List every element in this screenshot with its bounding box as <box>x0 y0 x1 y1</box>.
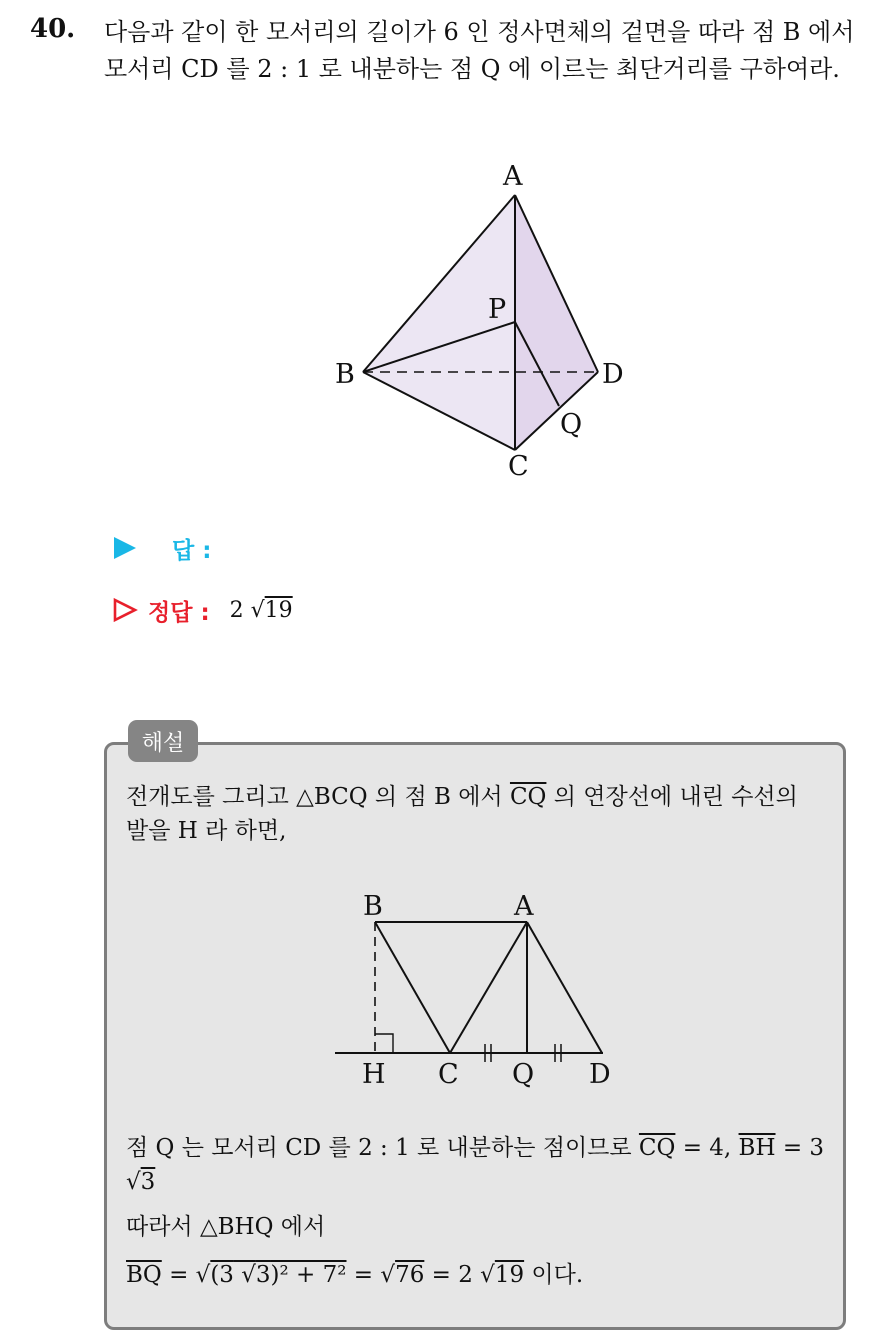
net-label-h: H <box>362 1059 386 1090</box>
net-label-c: C <box>438 1059 459 1090</box>
question-text: 다음과 같이 한 모서리의 길이가 6 인 정사면체의 겉면을 따라 점 B 에서 모서리 CD 를 2 : 1 로 내분하는 점 Q 에 이르는 최단거리를 구하여라. <box>104 18 855 83</box>
segment-cq: $\overline{CQ}$ <box>509 784 547 810</box>
net-label-b: B <box>363 891 383 922</box>
solution-tag: 해설 <box>128 720 198 762</box>
net-label-q: Q <box>512 1059 535 1090</box>
segment-ca <box>450 922 527 1053</box>
label-p: P <box>488 294 507 325</box>
solution-paragraph-4: $\overline{BQ} = √(3$ √3)² + 7² = √76 = 2 √19 이다. <box>126 1262 584 1288</box>
label-b: B <box>335 359 355 390</box>
segment-cq-2: $\overline{CQ}$ <box>638 1135 676 1161</box>
solution-paragraph-1: 전개도를 그리고 △BCQ 의 점 B 에서 $\overline{CQ}$ 의 연장선에 내린 수선의 발을 H 라 하면, <box>126 784 798 844</box>
right-angle-mark <box>375 1034 393 1053</box>
question-number: 40. <box>30 14 76 44</box>
answer-label: 답 : <box>172 537 212 564</box>
solution-paragraph-3: 따라서 △BHQ 에서 <box>126 1214 326 1240</box>
net-label-d: D <box>589 1059 611 1090</box>
label-c: C <box>508 451 529 482</box>
solution-paragraph-2: 점 Q 는 모서리 CD 를 2 : 1 로 내분하는 점이므로 $\overline{CQ} = 4$, $\overline{BH} = 3$ √3 <box>126 1135 825 1195</box>
correct-answer-label: 정답 : <box>148 599 210 626</box>
segment-bq: $\overline{BQ}$ <box>126 1262 162 1288</box>
correct-answer-value: 2 √19 <box>229 597 293 623</box>
label-a: A <box>503 161 523 192</box>
segment-bh: $\overline{BH}$ <box>738 1135 776 1161</box>
label-q: Q <box>560 409 583 440</box>
net-label-a: A <box>514 891 534 922</box>
segment-ad <box>527 922 602 1053</box>
label-d: D <box>602 359 624 390</box>
